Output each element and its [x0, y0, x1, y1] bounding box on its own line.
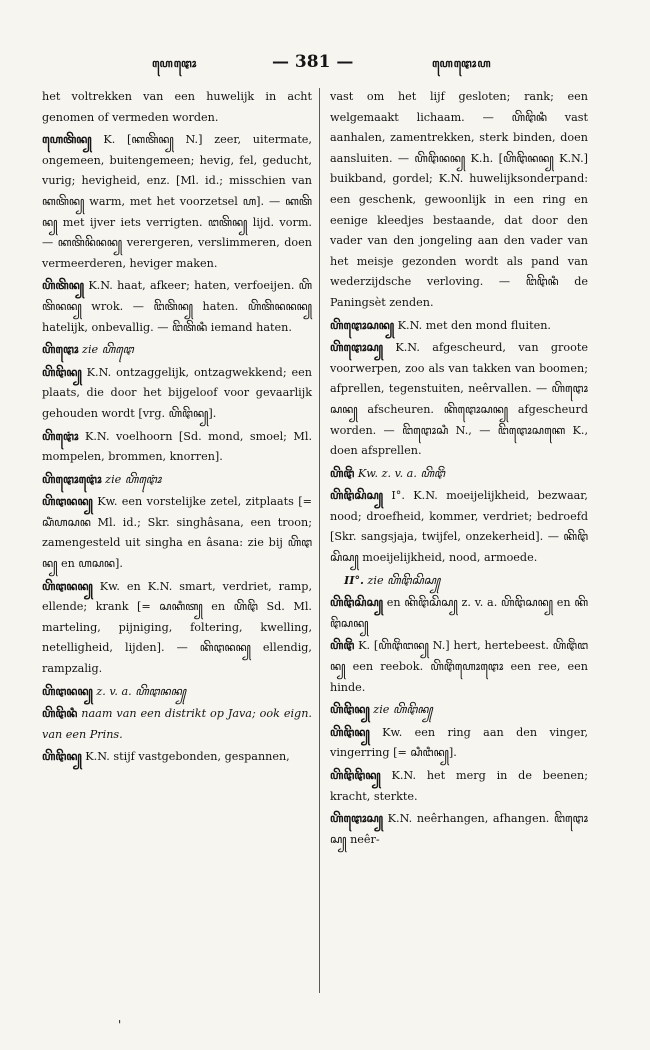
entry-headword: ꦲꦼꦛꦺꦴꦛꦺꦴꦁ	[42, 471, 102, 486]
dictionary-entry	[42, 681, 312, 703]
entry-text: Kw. z. v. a. ꦲꦼꦛꦼꦁ	[357, 466, 445, 480]
entry-headword: ꦲꦼꦛꦺꦴꦁ	[42, 428, 79, 443]
entry-headword: ꦲꦼꦛꦼꦤ꧀	[42, 364, 82, 379]
entry-text: Kw. een ring aan den vinger, vingerring [= ꦱꦶꦔꦶꦤ꧀].	[330, 725, 588, 760]
entry-text: K.N. ontzaggelijk, ontzagwekkend; een plaats, die door het bijgeloof voor gevaarlijk gehouden wordt [vrg. ꦲꦼꦛꦼꦤ꧀].	[42, 365, 312, 420]
dictionary-entry	[42, 129, 312, 274]
dictionary-entry	[330, 315, 588, 337]
footer-mark: '	[118, 1018, 122, 1032]
entry-text: zie ꦲꦼꦛꦼꦱꦼꦱ꧀	[367, 573, 441, 587]
dictionary-entry	[42, 275, 312, 338]
entry-text: K. [ꦏꦠꦼꦤ꧀ N.] zeer, uitermate, ongemeen, buitengemeen; hevig, fel, geducht, vurig; hevigheid, enz. [Ml. id.; misschien van ꦏꦠꦼꦤ꧀ warm, met het voorzetsel ꦲ]. — ꦏꦠꦼꦤ꧀ met ijver iets verrigten. ꦔꦠꦼꦤ꧀ lijd. vorm. — ꦏꦠꦼꦤꦼꦤꦤ꧀ verergeren, verslimmeren, doen vermeerderen, heviger maken.	[42, 133, 312, 270]
entry-headword: ꦲꦼꦛꦤꦤ꧀	[42, 578, 93, 593]
dictionary-entry	[330, 635, 588, 698]
entry-text: zie ꦲꦼꦛꦼꦤ꧀	[373, 703, 433, 717]
entry-headword: ꦲꦼꦛꦼꦛꦼꦤ꧀	[330, 768, 381, 782]
entry-headword: ꦲꦼꦛꦺꦴꦱ꧀	[330, 340, 384, 355]
left-column	[42, 86, 312, 769]
entry-headword: ꦲꦼꦛꦺꦴꦱ꧀	[330, 811, 384, 826]
entry-headword: ꦲꦼꦛꦼꦤ꧀	[330, 702, 370, 717]
dictionary-entry	[42, 491, 312, 574]
entry-text: I°. K.N. moeijelijkheid, bezwaar, nood; droefheid, kommer, verdriet; bedroefd [Skr. sangsjaja, twijfel, onzekerheid]. — ꦏꦼꦛꦼꦱꦼꦱ꧀ moeijelijkheid, nood, armoede.	[330, 489, 588, 565]
entry-text: z. v. a. ꦲꦼꦛꦤꦤ꧀	[96, 684, 187, 698]
entry-text: K.N. met den mond fluiten.	[397, 318, 551, 332]
dictionary-entry	[42, 362, 312, 425]
entry-headword: ꦲꦼꦛꦼꦱꦼꦱ꧀	[330, 595, 384, 610]
entry-text: naam van een distrikt op Java; ook eign. van een Prins.	[42, 707, 312, 741]
entry-headword: ꦲꦼꦛꦼꦁ	[330, 638, 355, 653]
column-divider	[319, 88, 320, 993]
entry-headword: ꦲꦼꦛꦺꦴ	[42, 342, 79, 357]
entry-headword: ꦲꦼꦛꦼꦤ꧀	[42, 749, 82, 764]
left-running-head: ꦲꦺꦛꦺꦴ	[152, 57, 198, 70]
dictionary-entry	[42, 703, 312, 745]
dictionary-entry	[330, 592, 588, 634]
entry-text: K.N. voelhoorn [Sd. mond, smoel; Ml. mompelen, brommen, knorren].	[42, 429, 313, 464]
entry-headword: ꦲꦼꦛꦺꦴꦱꦤ꧀	[330, 317, 395, 332]
entry-text: Kw. en K.N. smart, verdriet, ramp, ellende; krank [= ꦱꦏꦶꦠ꧀ en ꦲꦼꦛꦼ Sd. Ml. marteling, pijniging, foltering, kwelling, netelligheid, lijden]. — ꦏꦼꦛꦤꦤ꧀ ellendig, rampzalig.	[42, 579, 313, 676]
dictionary-entry	[330, 570, 588, 592]
entry-text: K.N. afgescheurd, van groote voorwerpen, zoo als van takken van boomen; afprellen, tegenstuiten, neêrvallen. — ꦲꦼꦛꦺꦴꦱꦤ꧀ afscheuren. ꦏꦼꦛꦺꦴꦱꦤ꧀ afgescheurd worden. — ꦔꦼꦛꦺꦴꦱꦶ N., — ꦔꦼꦛꦺꦴꦱꦏꦺ K., doen afsprellen.	[330, 341, 588, 458]
dictionary-entry	[330, 337, 588, 462]
entry-text: K. [ꦲꦼꦛꦼꦁꦔꦤ꧀ N.] hert, hertebeest. ꦲꦼꦛꦼꦁꦔꦤ꧀ een reebok. ꦲꦼꦛꦼꦁꦲꦺꦴꦛꦺꦴ een ree, een hinde.	[330, 639, 588, 694]
entry-headword: ꦲꦺꦠꦼꦤ꧀	[42, 132, 92, 147]
page-number: — 381 —	[272, 52, 354, 72]
dictionary-entry	[42, 576, 312, 680]
entry-headword: ꦲꦼꦛꦼꦁ	[330, 465, 355, 480]
dictionary-entry	[330, 485, 588, 568]
entry-headword: ꦲꦼꦛꦼꦱꦼꦱ꧀	[330, 488, 384, 503]
dictionary-entry	[42, 426, 312, 468]
entry-text: zie ꦲꦼꦛꦺꦴꦁ	[105, 472, 162, 486]
dictionary-entry	[330, 722, 588, 764]
dictionary-entry	[330, 86, 588, 314]
dictionary-entry	[330, 699, 588, 721]
entry-text: Kw. een vorstelijke zetel, zitplaats [= ꦱꦶꦁꦲꦱꦤ Ml. id.; Skr. singhâsana, een troon; zamengesteld uit singha en âsana: zie bij ꦲꦼꦛꦤ꧀ en ꦲꦱꦤ].	[42, 495, 312, 571]
entry-text: K.N. stijf vastgebonden, gespannen,	[85, 750, 290, 764]
entry-text: zie ꦲꦼꦛꦺ	[82, 343, 134, 357]
entry-text: vast om het lijf gesloten; rank; een welgemaakt lichaam. — ꦲꦼꦛꦼꦤꦶ vast aanhalen, zamentrekken, sterk binden, doen aansluiten. — ꦲꦼꦛꦼꦤꦤ꧀ K.h. [ꦲꦼꦛꦼꦤꦤ꧀ K.N.] buikband, gordel; K.N. huwelijksonderpand: een geschenk, gewoonlijk in een ring en eenige kleedjes bestaande, dat door den vader van den jongeling aan den vader van het meisje gezonden wordt als pand van wederzijdsche verloving. — ꦔꦼꦛꦼꦤꦶ de Paningsèt zenden.	[330, 90, 588, 309]
right-running-head: ꦲꦺꦛꦺꦴꦲ	[432, 57, 492, 70]
dictionary-entry	[42, 746, 312, 768]
entry-text: K.N. haat, afkeer; haten, verfoeijen. ꦲꦼꦠꦼꦤꦤ꧀ wrok. — ꦔꦼꦠꦼꦤ꧀ haten. ꦲꦼꦠꦼꦤꦤꦤ꧀ hatelijk, onbevallig. — ꦔꦼꦠꦼꦤꦶ iemand haten.	[42, 279, 312, 334]
page-header	[0, 52, 650, 80]
entry-text: en ꦏꦼꦛꦼꦱꦼꦱ꧀ z. v. a. ꦲꦼꦛꦼꦱꦤ꧀ en ꦏꦼꦛꦼꦱꦤ꧀	[330, 596, 588, 630]
entry-headword: ꦲꦼꦛꦼꦤ꧀	[330, 724, 370, 739]
right-column	[330, 86, 588, 851]
entry-headword: ꦲꦼꦛꦤꦤ꧀	[42, 683, 93, 698]
entry-headword: II°.	[344, 572, 364, 587]
dictionary-entry	[42, 469, 312, 491]
entry-text: K.N. neêrhangen, afhangen. ꦔꦼꦛꦺꦴꦱ꧀ neêr-	[330, 812, 588, 846]
entry-headword: ꦲꦼꦠꦼꦤ꧀	[42, 278, 85, 293]
entry-text: het voltrekken van een huwelijk in acht genomen of vermeden worden.	[42, 90, 312, 124]
entry-headword: ꦲꦼꦛꦼꦤꦶ	[42, 706, 78, 721]
dictionary-entry	[330, 808, 588, 850]
dictionary-entry	[42, 86, 312, 128]
dictionary-entry	[42, 339, 312, 361]
dictionary-entry	[330, 463, 588, 485]
dictionary-entry	[330, 765, 588, 807]
entry-text: K.N. het merg in de beenen; kracht, sterkte.	[330, 769, 588, 803]
entry-headword: ꦲꦼꦛꦤꦤ꧀	[42, 494, 93, 509]
